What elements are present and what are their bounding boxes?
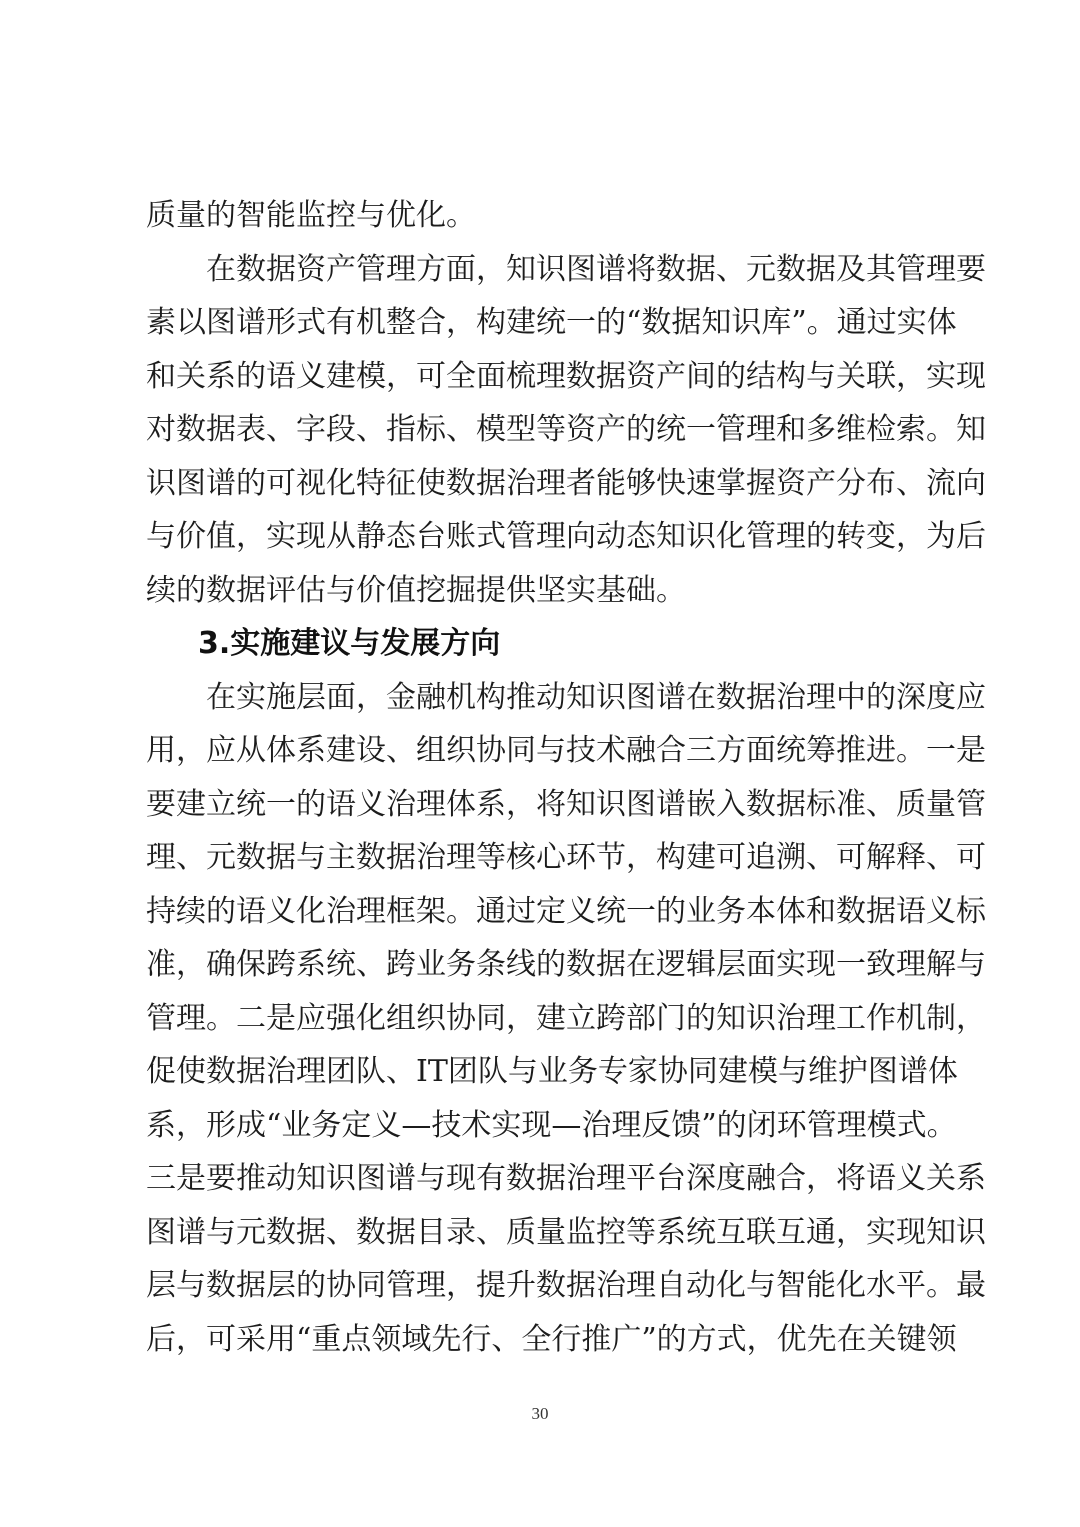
paragraph-line: 续的数据评估与价值挖掘提供坚实基础。: [146, 572, 686, 608]
paragraph-line: 系，形成“业务定义—技术实现—治理反馈”的闭环管理模式。: [146, 1107, 957, 1143]
paragraph-line: 理、元数据与主数据治理等核心环节，构建可追溯、可解释、可: [146, 840, 986, 875]
paragraph-line: 与价值，实现从静态台账式管理向动态知识化管理的转变，为后: [146, 519, 986, 554]
paragraph-line: 识图谱的可视化特征使数据治理者能够快速掌握资产分布、流向: [146, 465, 986, 501]
paragraph-line: 质量的智能监控与优化。: [146, 198, 476, 233]
paragraph-line: 和关系的语义建模，可全面梳理数据资产间的结构与关联，实现: [146, 358, 986, 394]
paragraph-line: 对数据表、字段、指标、模型等资产的统一管理和多维检索。知: [146, 412, 986, 447]
paragraph-line: 管理。二是应强化组织协同，建立跨部门的知识治理工作机制，: [146, 1000, 986, 1036]
paragraph-line: 准，确保跨系统、跨业务条线的数据在逻辑层面实现一致理解与: [146, 947, 986, 982]
paragraph-line: 后，可采用“重点领域先行、全行推广”的方式，优先在关键领: [146, 1321, 957, 1357]
page-number: 30: [531, 1404, 549, 1423]
paragraph-line: 在实施层面，金融机构推动知识图谱在数据治理中的深度应: [206, 679, 986, 715]
paragraph-line: 持续的语义化治理框架。通过定义统一的业务本体和数据语义标: [146, 893, 986, 929]
paragraph-line: 在数据资产管理方面，知识图谱将数据、元数据及其管理要: [206, 251, 986, 287]
paragraph-line: 要建立统一的语义治理体系，将知识图谱嵌入数据标准、质量管: [146, 786, 986, 822]
paragraph-line: 图谱与元数据、数据目录、质量监控等系统互联互通，实现知识: [146, 1214, 986, 1250]
paragraph-line: 素以图谱形式有机整合，构建统一的“数据知识库”。通过实体: [146, 305, 957, 340]
section-heading: 3.实施建议与发展方向: [198, 626, 501, 661]
paragraph-line: 三是要推动知识图谱与现有数据治理平台深度融合，将语义关系: [146, 1161, 986, 1196]
paragraph-line: 促使数据治理团队、IT团队与业务专家协同建模与维护图谱体: [146, 1054, 958, 1089]
body-text: [146, 189, 986, 1366]
paragraph-line: 用，应从体系建设、组织协同与技术融合三方面统筹推进。一是: [146, 733, 986, 768]
paragraph-line: 层与数据层的协同管理，提升数据治理自动化与智能化水平。最: [146, 1268, 986, 1303]
